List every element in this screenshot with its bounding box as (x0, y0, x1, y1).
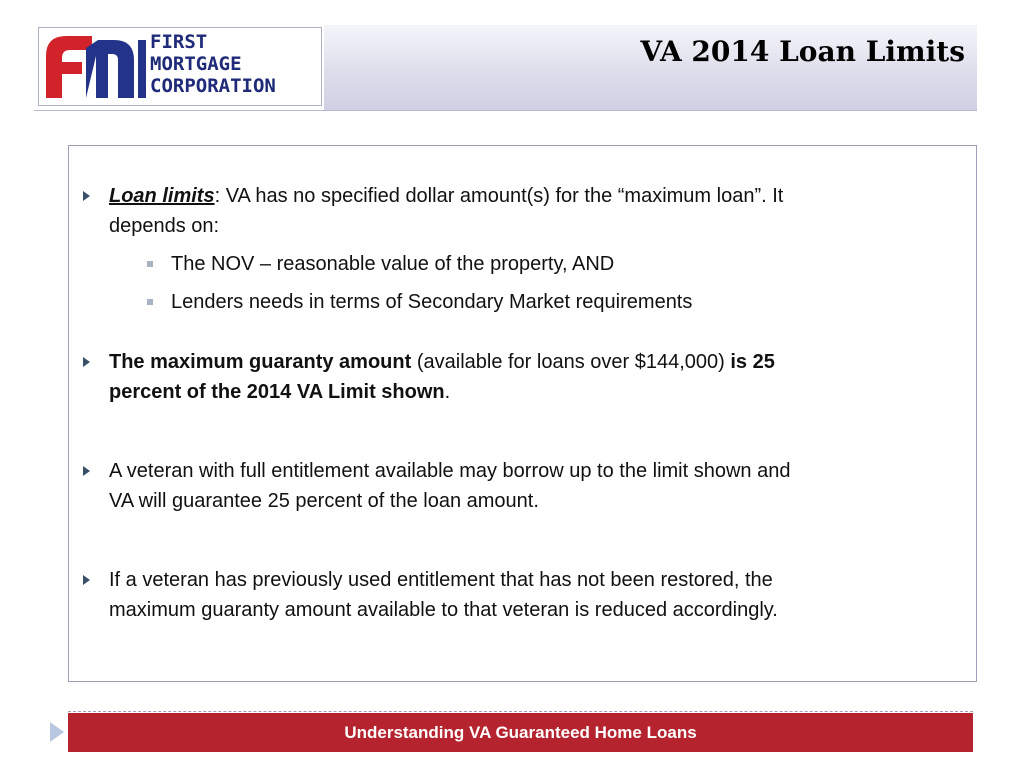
bullet-arrow-icon (83, 575, 90, 585)
bullet-term: Loan limits (109, 185, 215, 207)
bullet-period: . (444, 381, 451, 403)
bullet-bold-end: is 25 (730, 351, 775, 373)
footer-divider (68, 711, 973, 712)
bullet-line (109, 181, 939, 211)
bullet-bold-start: The maximum guaranty amount (109, 351, 412, 373)
footer-banner: Understanding VA Guaranteed Home Loans (68, 713, 973, 752)
logo-line-corporation: CORPORATION (150, 75, 276, 97)
bullet-previously-used (109, 565, 939, 625)
bullet-loan-limits (109, 181, 939, 241)
logo-line-first: FIRST (150, 31, 208, 53)
bullet-line: maximum guaranty amount available to that veteran is reduced accordingly. (109, 599, 778, 621)
bullet-line (109, 347, 939, 377)
bullet-line: If a veteran has previously used entitlement that has not been restored, the (109, 569, 773, 591)
bullet-bold-end-continued: percent of the 2014 VA Limit shown (109, 381, 445, 403)
slide-header (34, 25, 977, 111)
content-box (68, 145, 977, 682)
bullet-line (109, 377, 939, 407)
bullet-text: : VA has no specified dollar amount(s) for the “maximum loan”. It (214, 185, 784, 207)
logo-mark-icon (42, 30, 150, 102)
bullet-maximum-guaranty (109, 347, 939, 407)
subbullet-text: The NOV – reasonable value of the property, AND (171, 253, 615, 275)
logo-wordmark (150, 31, 322, 97)
subbullet-nov (171, 249, 941, 279)
bullet-arrow-icon (83, 357, 90, 367)
footer-triangle-icon (48, 720, 66, 744)
bullet-line: A veteran with full entitlement available may borrow up to the limit shown and (109, 460, 791, 482)
subbullet-text: Lenders needs in terms of Secondary Market requirements (171, 291, 693, 313)
bullet-text: (available for loans over $144,000) (411, 351, 731, 373)
bullet-line: depends on: (109, 215, 220, 237)
bullet-full-entitlement (109, 456, 939, 516)
subbullet-square-icon (147, 261, 153, 267)
slide-title: VA 2014 Loan Limits (640, 35, 965, 68)
subbullet-square-icon (147, 299, 153, 305)
subbullet-lenders (171, 287, 941, 317)
logo-line-mortgage: MORTGAGE (150, 53, 242, 75)
bullet-arrow-icon (83, 466, 90, 476)
bullet-line: VA will guarantee 25 percent of the loan amount. (109, 490, 539, 512)
company-logo (34, 25, 324, 110)
bullet-arrow-icon (83, 191, 90, 201)
